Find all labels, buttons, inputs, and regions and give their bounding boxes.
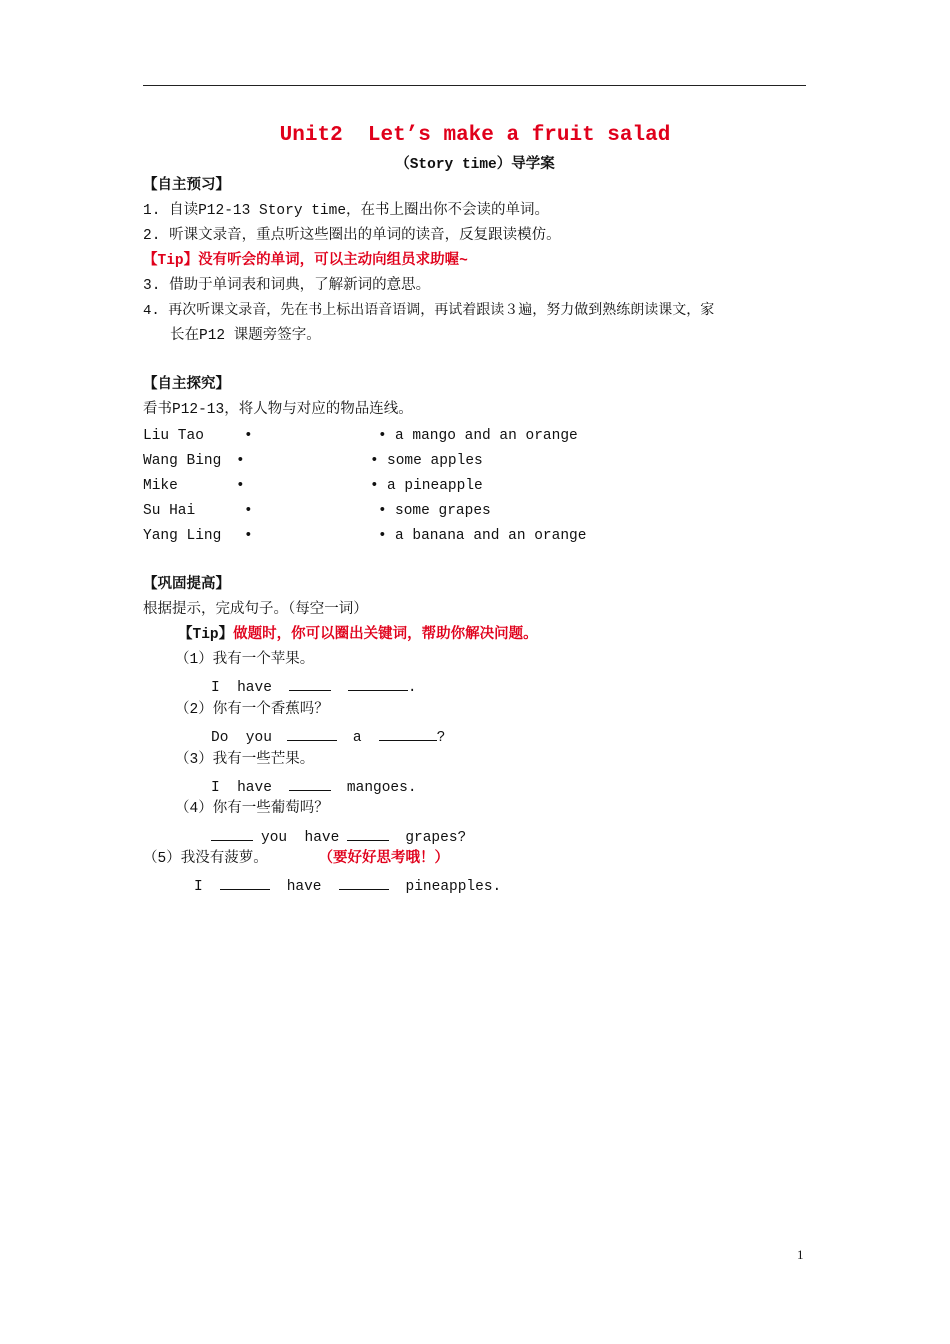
q4-blank-1[interactable] xyxy=(211,825,253,841)
q1-blank-2[interactable] xyxy=(348,675,408,691)
match-item-4: some grapes xyxy=(395,503,491,519)
q3-chinese: （3）我有一些芒果。 xyxy=(175,752,315,768)
q4-text-b: grapes? xyxy=(405,830,467,846)
match-item-5: a banana and an orange xyxy=(395,528,587,544)
preview-item-4-line1: 4. 再次听课文录音，先在书上标出语音语调，再试着跟读３遍，努力做到熟练朗读课文，家 xyxy=(143,303,715,319)
page-number: 1 xyxy=(797,1247,804,1262)
q5-text-zh: （5）我没有菠萝。 xyxy=(143,851,268,867)
q5-text-a: I xyxy=(194,879,203,895)
q3-blank-1[interactable] xyxy=(289,775,331,791)
q3-text-b: mangoes. xyxy=(346,780,417,796)
preview-item-2: 2. 听课文录音，重点听这些圈出的单词的读音，反复跟读模仿。 xyxy=(143,228,561,244)
page-subtitle: （Story time）导学案 xyxy=(395,157,555,173)
q2-english xyxy=(211,725,445,748)
q2-text-b: a xyxy=(352,730,362,746)
q5-blank-2[interactable] xyxy=(339,874,389,890)
consolidate-heading: 【巩固提高】 xyxy=(143,577,230,593)
q5-blank-1[interactable] xyxy=(220,874,270,890)
match-right-dot-4[interactable]: • xyxy=(378,503,387,519)
match-item-2: some apples xyxy=(387,453,483,469)
header-rule xyxy=(143,85,806,86)
match-right-dot-5[interactable]: • xyxy=(378,528,387,544)
match-name-3: Mike xyxy=(143,478,178,494)
q3-english xyxy=(211,775,417,798)
q4-chinese: （4）你有一些葡萄吗？ xyxy=(175,801,329,817)
match-name-1: Liu Tao xyxy=(143,428,204,444)
consolidate-tip-label: 【Tip】 xyxy=(178,627,234,643)
q2-text-c: ? xyxy=(436,730,446,746)
q2-blank-2[interactable] xyxy=(379,725,437,741)
match-item-3: a pineapple xyxy=(387,478,483,494)
q5-english xyxy=(194,874,501,897)
q5-text-c: pineapples. xyxy=(405,879,502,895)
explore-heading: 【自主探究】 xyxy=(143,377,230,393)
match-left-dot-5[interactable]: • xyxy=(244,528,253,544)
q2-blank-1[interactable] xyxy=(287,725,337,741)
match-left-dot-4[interactable]: • xyxy=(244,503,253,519)
q1-text-a: I have xyxy=(211,680,272,696)
consolidate-tip xyxy=(178,625,538,645)
q5-chinese xyxy=(143,849,449,869)
q2-text-a: Do you xyxy=(211,730,272,746)
q5-hint: （要好好思考哦！） xyxy=(325,851,449,867)
match-left-dot-2[interactable]: • xyxy=(236,453,245,469)
q2-chinese: （2）你有一个香蕉吗？ xyxy=(175,702,329,718)
consolidate-tip-text: 做题时，你可以圈出关键词，帮助你解决问题。 xyxy=(233,627,538,643)
q5-text-b: have xyxy=(286,879,322,895)
q1-english xyxy=(211,675,417,698)
match-left-dot-1[interactable]: • xyxy=(244,428,253,444)
match-name-4: Su Hai xyxy=(143,503,196,519)
q1-text-b: . xyxy=(407,680,417,696)
preview-item-4-line2: 长在P12 课题旁签字。 xyxy=(170,328,321,344)
q3-text-a: I have xyxy=(211,780,272,796)
preview-heading: 【自主预习】 xyxy=(143,178,230,194)
match-name-2: Wang Bing xyxy=(143,453,222,469)
q4-text-a: you have xyxy=(261,830,340,846)
page-title: Unit2 Let’s make a fruit salad xyxy=(279,124,671,147)
preview-item-1: 1. 自读P12-13 Story time，在书上圈出你不会读的单词。 xyxy=(143,203,550,219)
q4-blank-2[interactable] xyxy=(347,825,389,841)
match-right-dot-1[interactable]: • xyxy=(378,428,387,444)
match-left-dot-3[interactable]: • xyxy=(236,478,245,494)
preview-tip: 【Tip】没有听会的单词，可以主动向组员求助喔~ xyxy=(143,253,468,269)
match-name-5: Yang Ling xyxy=(143,528,222,544)
explore-instruction: 看书P12-13，将人物与对应的物品连线。 xyxy=(143,402,413,418)
match-right-dot-3[interactable]: • xyxy=(370,478,379,494)
q4-english xyxy=(211,825,466,848)
q1-blank-1[interactable] xyxy=(289,675,331,691)
consolidate-instruction: 根据提示，完成句子。（每空一词） xyxy=(143,602,368,618)
preview-item-3: 3. 借助于单词表和词典，了解新词的意思。 xyxy=(143,278,431,294)
match-right-dot-2[interactable]: • xyxy=(370,453,379,469)
q1-chinese: （1）我有一个苹果。 xyxy=(175,652,315,668)
match-item-1: a mango and an orange xyxy=(395,428,578,444)
